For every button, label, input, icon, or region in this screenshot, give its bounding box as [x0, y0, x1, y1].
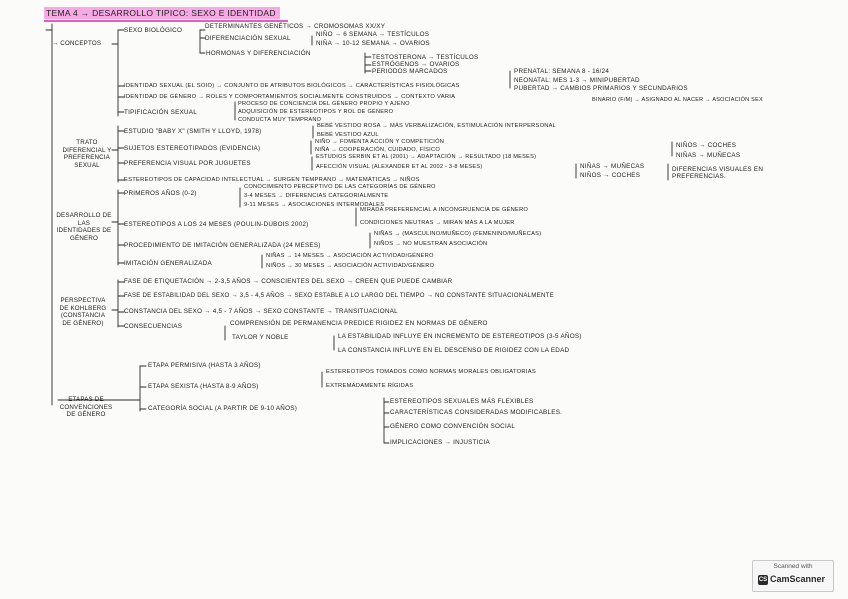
note-nina-ovarios: NIÑA → 10-12 SEMANA → OVARIOS [316, 40, 430, 47]
note-pubertad: PUBERTAD → CAMBIOS PRIMARIOS Y SECUNDARIOS [514, 85, 688, 92]
note-prenatal: PRENATAL: SEMANA 8 - 16/24 [514, 68, 610, 75]
note-constancia-influye: LA CONSTANCIA INFLUYE EN EL DESCENSO DE RIGIDEZ CON LA EDAD [338, 347, 570, 354]
note-constancia-sexo: CONSTANCIA DEL SEXO → 4,5 - 7 AÑOS → SEXO CONSTANTE → TRANSITUACIONAL [124, 308, 398, 315]
section-desarrollo-identidades: DESARROLLO DE LAS IDENTIDADES DE GÉNERO [56, 212, 112, 242]
note-etapa-permisiva: ETAPA PERMISIVA (HASTA 3 AÑOS) [148, 362, 261, 369]
note-ninas-masculino: NIÑAS → (MASCULINO/MUÑECO) (FEMENINO/MUÑECAS) [374, 231, 542, 237]
note-bebe-rosa: BEBÉ VESTIDO ROSA → MÁS VERBALIZACIÓN, ESTIMULACIÓN INTERPERSONAL [317, 123, 557, 129]
note-afeccion-visual: AFECCIÓN VISUAL (ALEXANDER ET AL 2002 - 3-8 MESES) [316, 164, 483, 170]
note-sujetos-estereotipados: SUJETOS ESTEREOTIPADOS (EVIDENCIA) [124, 145, 261, 152]
note-nino-testiculos: NIÑO → 6 SEMANA → TESTÍCULOS [316, 31, 430, 38]
section-conceptos: → CONCEPTOS [52, 40, 102, 47]
note-procedimiento-imitacion: PROCEDIMIENTO DE IMITACIÓN GENERALIZADA (24 MESES) [124, 242, 321, 249]
note-bebe-azul: BEBÉ VESTIDO AZUL [317, 132, 379, 138]
section-trato-diferencial: TRATO DIFERENCIAL Y PREFERENCIA SEXUAL [62, 139, 112, 169]
camscanner-watermark [752, 560, 834, 592]
note-taylor-noble: TAYLOR Y NOBLE [232, 334, 289, 341]
note-proceso-conciencia: PROCESO DE CONCIENCIA DEL GÉNERO PROPIO Y AJENO [238, 101, 410, 107]
note-periodos-marcados: PERIODOS MARCADOS [372, 68, 448, 75]
note-ninas-munecas: NIÑAS → MUÑECAS [676, 152, 741, 159]
note-caracteristicas-modificables: CARACTERÍSTICAS CONSIDERADAS MODIFICABLES. [390, 409, 563, 416]
note-genero-convencion: GÉNERO COMO CONVENCIÓN SOCIAL [390, 423, 516, 430]
note-estabilidad-influye: LA ESTABILIDAD INFLUYE EN INCREMENTO DE ESTEREOTIPOS (3-5 AÑOS) [338, 333, 582, 340]
note-3-4-meses: 3-4 MESES → DIFERENCIAS CATEGORIALMENTE [244, 193, 389, 199]
page-title: TEMA 4 → DESARROLLO TIPICO: SEXO E IDENTIDAD [44, 7, 280, 19]
note-adquisicion: ADQUISICIÓN DE ESTEREOTIPOS Y ROL DE GÉNERO [238, 109, 394, 115]
camscanner-logo-icon: CS [758, 577, 768, 583]
note-consecuencias: CONSECUENCIAS [124, 323, 183, 330]
note-preferencia-visual: PREFERENCIA VISUAL POR JUGUETES [124, 160, 251, 167]
note-tipificacion-sexual: TIPIFICACIÓN SEXUAL [124, 109, 197, 116]
note-diferencias-visuales: DIFERENCIAS VISUALES EN PREFERENCIAS. [672, 166, 764, 180]
note-implicaciones: IMPLICACIONES → INJUSTICIA [390, 439, 490, 446]
note-identidad-sexual: IDENTIDAD SEXUAL (EL SOIO) → CONJUNTO DE ATRIBUTOS BIOLÓGICOS → CARACTERÍSTICAS FISIOLÓGICAS [124, 83, 460, 89]
note-estereotipos-24-meses: ESTEREOTIPOS A LOS 24 MESES (POULIN-DUBOIS 2002) [124, 221, 309, 228]
note-ninas-14-meses: NIÑAS → 14 MESES → ASOCIACIÓN ACTIVIDAD/GÉNERO [266, 253, 434, 259]
note-condiciones-neutras: CONDICIONES NEUTRAS → MIRAN MÁS A LA MUJER [360, 220, 515, 226]
note-hormonas: HORMONAS Y DIFERENCIACIÓN [206, 50, 311, 57]
note-binario: BINARIO (F/M) → ASIGNADO AL NACER → ASOCIACIÓN SEX [592, 97, 763, 103]
note-ninos-coches: NIÑOS → COCHES [676, 142, 737, 149]
note-primeros-anos: PRIMEROS AÑOS (0-2) [124, 190, 197, 197]
note-estereotipos-capacidad: ESTEREOTIPOS DE CAPACIDAD INTELECTUAL → SURGEN TEMPRANO → MATEMÁTICAS → NIÑOS [124, 177, 420, 183]
note-diferenciacion-sexual: DIFERENCIACIÓN SEXUAL [205, 35, 291, 42]
section-perspectiva-kohlberg: PERSPECTIVA DE KOHLBERG (CONSTANCIA DE GÉNERO) [59, 297, 107, 327]
note-testosterona: TESTOSTERONA → TESTÍCULOS [372, 54, 479, 61]
note-etapa-sexista: ETAPA SEXISTA (HASTA 8-9 AÑOS) [148, 383, 259, 390]
note-estudio-baby-x: ESTUDIO "BABY X" (SMITH Y LLOYD, 1978) [124, 128, 262, 135]
section-etapas-convenciones: ETAPAS DE CONVENCIONES DE GÉNERO [59, 396, 113, 418]
note-extremadamente-rigidas: EXTREMADAMENTE RÍGIDAS [326, 383, 414, 389]
note-determinantes: DETERMINANTES GENÉTICOS → CROMOSOMAS XX/XY [205, 23, 386, 30]
note-estereotipos-flexibles: ESTEREOTIPOS SEXUALES MÁS FLEXIBLES [390, 398, 534, 405]
watermark-brand: CamScanner [770, 574, 826, 584]
note-fase-estabilidad: FASE DE ESTABILIDAD DEL SEXO → 3,5 - 4,5 AÑOS → SEXO ESTABLE A LO LARGO DEL TIEMPO → NO CONSTANTE SITUACIONALMENTE [124, 292, 554, 299]
note-ninos-30-meses: NIÑOS → 30 MESES → ASOCIACIÓN ACTIVIDAD/GÉNERO [266, 263, 435, 269]
note-neonatal: NEONATAL: MES 1-3 → MINIPUBERTAD [514, 77, 640, 84]
note-9-11-meses: 9-11 MESES → ASOCIACIONES INTERMODALES [244, 202, 385, 208]
note-ninas-munecas-2: NIÑAS → MUÑECAS [580, 163, 645, 170]
note-estereotipos-normas: ESTEREOTIPOS TOMADOS COMO NORMAS MORALES OBLIGATORIAS [326, 369, 536, 375]
note-comprension-permanencia: COMPRENSIÓN DE PERMANENCIA PREDICE RIGIDEZ EN NORMAS DE GÉNERO [230, 320, 488, 327]
note-categoria-social: CATEGORÍA SOCIAL (A PARTIR DE 9-10 AÑOS) [148, 405, 298, 412]
note-identidad-genero: IDENTIDAD DE GÉNERO → ROLES Y COMPORTAMIENTOS SOCIALMENTE CONSTRUIDOS → CONTEXTO VARIA [124, 94, 456, 100]
note-conocimiento-perceptivo: CONOCIMIENTO PERCEPTIVO DE LAS CATEGORÍAS DE GÉNERO [244, 184, 436, 190]
note-ninos-no-asociacion: NIÑOS → NO MUESTRAN ASOCIACIÓN [374, 241, 488, 247]
note-imitacion-generalizada: IMITACIÓN GENERALIZADA [124, 260, 212, 267]
note-mirada-preferencial: MIRADA PREFERENCIAL A INCONGRUENCIA DE GÉNERO [360, 207, 529, 213]
watermark-caption: Scanned with [773, 563, 813, 570]
note-estrogenos: ESTRÓGENOS → OVARIOS [372, 61, 460, 68]
note-ninos-coches-2: NIÑOS → COCHES [580, 172, 641, 179]
note-estudios-serbin: ESTUDIOS SERBIN ET AL (2001) → ADAPTACIÓN → RESULTADO (18 MESES) [316, 154, 537, 160]
note-sexo-biologico: SEXO BIOLÓGICO [124, 27, 183, 34]
note-nino-accion: NIÑO → FOMENTA ACCIÓN Y COMPETICIÓN [315, 139, 445, 145]
note-conducta: CONDUCTA MUY TEMPRANO [238, 117, 322, 123]
note-nina-cooperacion: NIÑA → COOPERACIÓN, CUIDADO, FÍSICO [315, 147, 441, 153]
note-fase-etiquetacion: FASE DE ETIQUETACIÓN → 2-3,5 AÑOS → CONSCIENTES DEL SEXO → CREEN QUE PUEDE CAMBIAR [124, 278, 453, 285]
